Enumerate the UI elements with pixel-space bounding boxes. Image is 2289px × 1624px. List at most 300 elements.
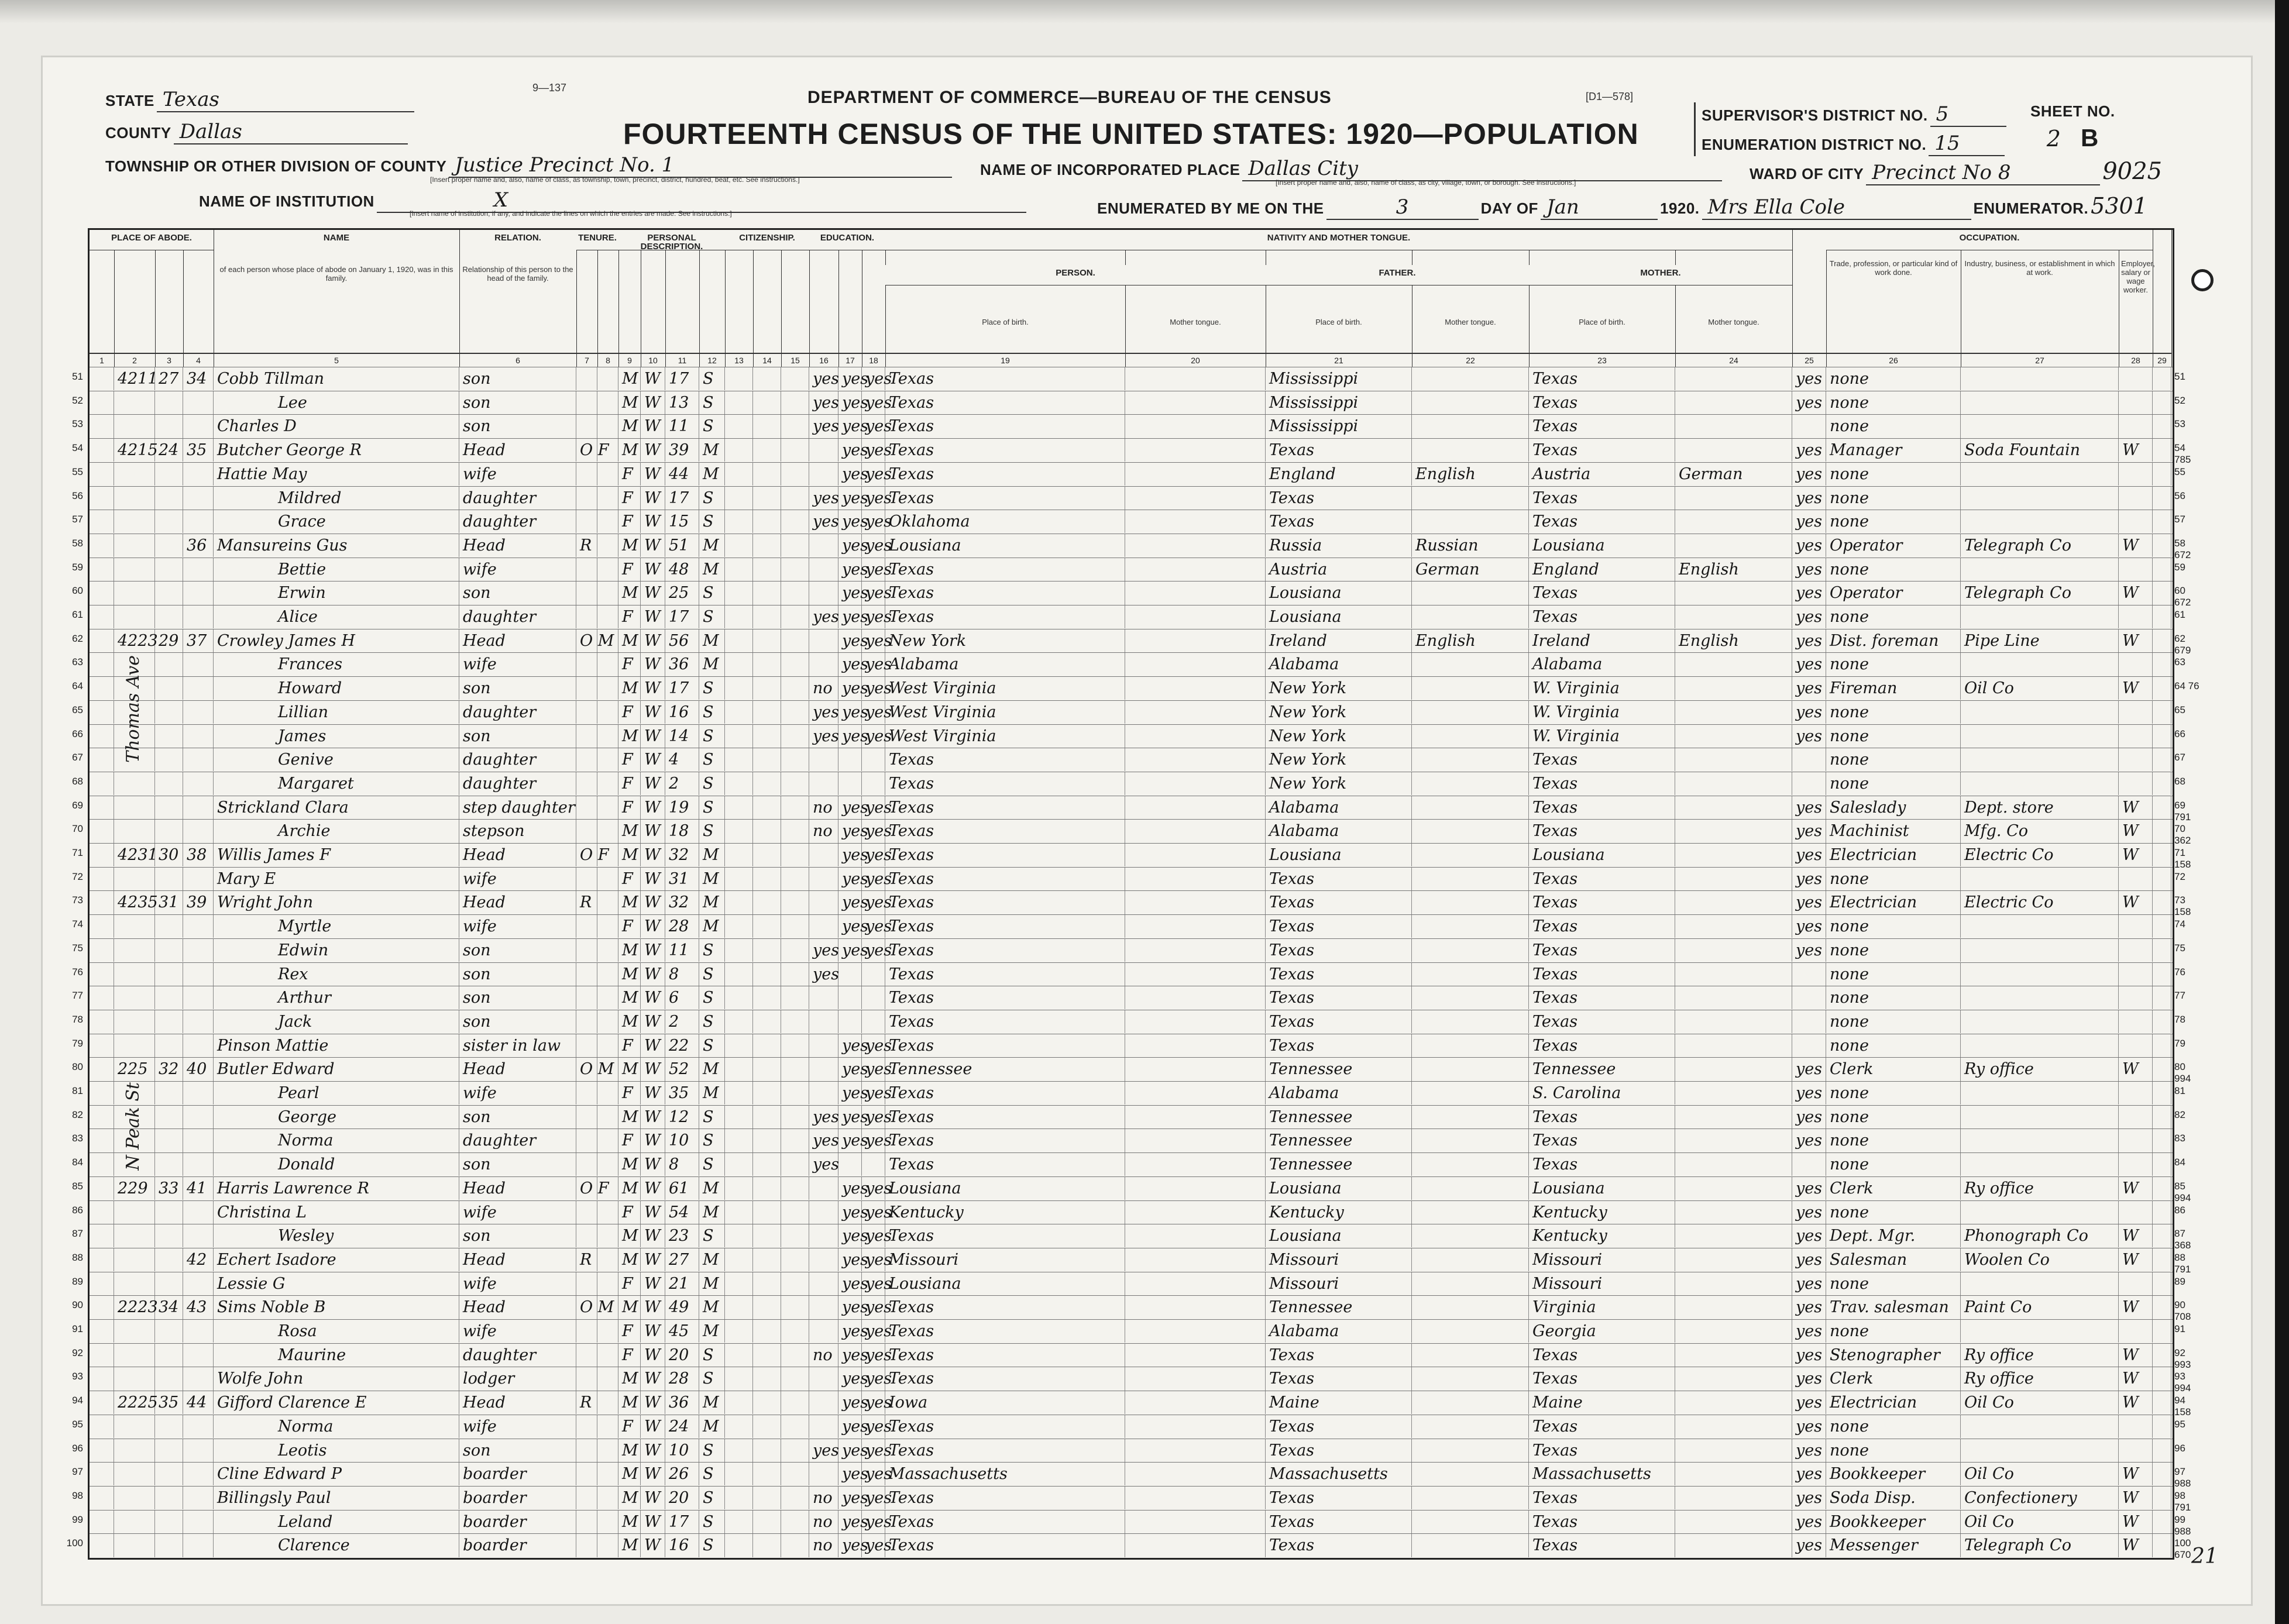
- cell-fm: 37: [183, 629, 214, 652]
- cell-dw: [155, 605, 183, 628]
- cell-emp: W: [2119, 534, 2153, 557]
- cell-rel: son: [459, 986, 576, 1009]
- cell-st: [90, 558, 114, 581]
- table-row: [90, 1128, 2173, 1152]
- cell-mort: [597, 963, 618, 986]
- cell-rel: son: [459, 1439, 576, 1462]
- cell-occ: Clerk: [1826, 1177, 1961, 1200]
- cell-bp: Texas: [885, 415, 1125, 438]
- cell-c13: [725, 1082, 753, 1105]
- cell-emp: [2119, 1153, 2153, 1176]
- cell-rd: yes: [838, 1391, 862, 1414]
- cell-dw: [155, 986, 183, 1009]
- cell-c29: [2153, 1415, 2171, 1438]
- cell-emp: W: [2119, 439, 2153, 462]
- cell-st: [90, 868, 114, 890]
- cell-dw: [155, 1248, 183, 1271]
- cell-sex: M: [618, 1248, 641, 1271]
- cell-c15: [781, 1415, 809, 1438]
- cell-wr: yes: [862, 796, 885, 819]
- cell-wr: [862, 1010, 885, 1033]
- cell-wr: yes: [862, 1248, 885, 1271]
- enumerator-code: 5301: [2091, 193, 2147, 219]
- cell-c15: [781, 1058, 809, 1081]
- cell-c14: [753, 534, 781, 557]
- cell-pmt: [1125, 844, 1266, 866]
- cell-age: 28: [665, 915, 699, 938]
- line-number-right: 62 679: [2174, 632, 2191, 656]
- cell-hs: [114, 1201, 155, 1224]
- cell-hs: [114, 1534, 155, 1557]
- line-number-right: 71 158: [2174, 847, 2191, 870]
- cell-race: W: [641, 1296, 665, 1319]
- cell-pmt: [1125, 820, 1266, 842]
- cell-fmt: [1412, 820, 1529, 842]
- column-description: Trade, profession, or particular kind of work done.: [1829, 259, 1958, 277]
- cell-fm: [183, 1415, 214, 1438]
- enumeration-label: ENUMERATION DISTRICT NO.: [1702, 136, 1927, 153]
- table-row: [90, 1415, 2173, 1438]
- cell-fmt: [1412, 1534, 1529, 1557]
- line-number-right: 56: [2174, 490, 2185, 501]
- line-number-right: 80 994: [2174, 1061, 2191, 1085]
- cell-rel: son: [459, 415, 576, 438]
- cell-fmt: [1412, 939, 1529, 962]
- cell-c14: [753, 1320, 781, 1343]
- cell-sex: M: [618, 534, 641, 557]
- cell-age: 11: [665, 415, 699, 438]
- cell-emp: W: [2119, 582, 2153, 604]
- cell-mort: [597, 748, 618, 771]
- cell-race: W: [641, 1534, 665, 1557]
- cell-mmt: [1675, 1010, 1792, 1033]
- cell-mbp: England: [1529, 558, 1675, 581]
- cell-bp: West Virginia: [885, 701, 1125, 724]
- cell-c14: [753, 748, 781, 771]
- cell-bp: Texas: [885, 605, 1125, 628]
- cell-c13: [725, 1439, 753, 1462]
- cell-rel: Head: [459, 439, 576, 462]
- column-number: 25: [1792, 353, 1827, 367]
- cell-ind: [1961, 1153, 2119, 1176]
- cell-name: Wolfe John: [214, 1367, 459, 1390]
- cell-occ: Soda Disp.: [1826, 1487, 1961, 1509]
- cell-c14: [753, 772, 781, 795]
- line-number: 66: [72, 728, 83, 739]
- cell-own: [576, 1463, 597, 1485]
- cell-c14: [753, 844, 781, 866]
- cell-age: 35: [665, 1082, 699, 1105]
- cell-rd: [838, 772, 862, 795]
- cell-occ: none: [1826, 1034, 1961, 1057]
- cell-fmt: [1412, 1224, 1529, 1247]
- cell-c15: [781, 772, 809, 795]
- cell-rel: Head: [459, 1248, 576, 1271]
- cell-c15: [781, 1320, 809, 1343]
- cell-st: [90, 725, 114, 748]
- cell-dw: [155, 963, 183, 986]
- cell-eng: yes: [1792, 510, 1826, 533]
- cell-name: Lillian: [214, 701, 459, 724]
- cell-race: W: [641, 1439, 665, 1462]
- cell-mmt: [1675, 1224, 1792, 1247]
- cell-c29: [2153, 1391, 2171, 1414]
- cell-ind: Phonograph Co: [1961, 1224, 2119, 1247]
- cell-dw: [155, 558, 183, 581]
- cell-dw: [155, 1439, 183, 1462]
- cell-rel: daughter: [459, 1344, 576, 1367]
- cell-fbp: Texas: [1266, 1511, 1412, 1533]
- cell-eng: yes: [1792, 1177, 1826, 1200]
- line-number-right: 66: [2174, 728, 2185, 739]
- cell-st: [90, 1511, 114, 1533]
- cell-c13: [725, 1463, 753, 1485]
- cell-name: Erwin: [214, 582, 459, 604]
- cell-race: W: [641, 605, 665, 628]
- cell-fmt: [1412, 415, 1529, 438]
- cell-own: [576, 1201, 597, 1224]
- cell-pmt: [1125, 1391, 1266, 1414]
- cell-c15: [781, 605, 809, 628]
- cell-eng: yes: [1792, 1439, 1826, 1462]
- institution-value: X: [377, 188, 1026, 213]
- cell-sch: [809, 1272, 838, 1295]
- table-row: [90, 1224, 2173, 1247]
- cell-rel: wife: [459, 915, 576, 938]
- cell-bp: Texas: [885, 1487, 1125, 1509]
- cell-name: Edwin: [214, 939, 459, 962]
- line-number-right: 58 672: [2174, 537, 2191, 560]
- cell-wr: yes: [862, 510, 885, 533]
- cell-mmt: [1675, 915, 1792, 938]
- cell-emp: [2119, 748, 2153, 771]
- cell-emp: W: [2119, 1511, 2153, 1533]
- cell-age: 16: [665, 1534, 699, 1557]
- table-row: [90, 914, 2173, 938]
- cell-emp: [2119, 653, 2153, 676]
- cell-c13: [725, 534, 753, 557]
- cell-sex: M: [618, 1463, 641, 1485]
- cell-sex: M: [618, 1367, 641, 1390]
- cell-c15: [781, 1010, 809, 1033]
- cell-rd: yes: [838, 1272, 862, 1295]
- cell-c15: [781, 748, 809, 771]
- cell-c14: [753, 939, 781, 962]
- cell-dw: 33: [155, 1177, 183, 1200]
- column-number: 13: [725, 353, 754, 367]
- cell-sch: yes: [809, 1129, 838, 1152]
- cell-dw: 35: [155, 1391, 183, 1414]
- cell-eng: yes: [1792, 1106, 1826, 1128]
- cell-mar: S: [699, 701, 725, 724]
- cell-c14: [753, 796, 781, 819]
- cell-mmt: [1675, 534, 1792, 557]
- table-row: [90, 367, 2173, 390]
- cell-pmt: [1125, 463, 1266, 486]
- cell-ind: Telegraph Co: [1961, 534, 2119, 557]
- cell-st: [90, 1082, 114, 1105]
- cell-fbp: Alabama: [1266, 653, 1412, 676]
- line-number-right: 92 993: [2174, 1347, 2191, 1370]
- cell-fm: [183, 1224, 214, 1247]
- cell-fbp: Texas: [1266, 1010, 1412, 1033]
- cell-c15: [781, 1224, 809, 1247]
- cell-emp: W: [2119, 1296, 2153, 1319]
- cell-ind: [1961, 868, 2119, 890]
- cell-name: Clarence: [214, 1534, 459, 1557]
- line-number: 77: [72, 990, 83, 1002]
- column-description: Mother tongue.: [1708, 318, 1759, 326]
- cell-c15: [781, 963, 809, 986]
- cell-dw: 34: [155, 1296, 183, 1319]
- cell-fbp: Texas: [1266, 1415, 1412, 1438]
- cell-sch: yes: [809, 391, 838, 414]
- cell-occ: none: [1826, 748, 1961, 771]
- cell-rd: yes: [838, 1439, 862, 1462]
- cell-rd: yes: [838, 534, 862, 557]
- cell-mmt: [1675, 367, 1792, 390]
- cell-ind: [1961, 510, 2119, 533]
- cell-c15: [781, 439, 809, 462]
- cell-c15: [781, 1177, 809, 1200]
- cell-name: Lessie G: [214, 1272, 459, 1295]
- cell-pmt: [1125, 558, 1266, 581]
- cell-bp: Texas: [885, 1082, 1125, 1105]
- cell-age: 44: [665, 463, 699, 486]
- cell-bp: Missouri: [885, 1248, 1125, 1271]
- cell-mort: [597, 1320, 618, 1343]
- cell-st: [90, 1296, 114, 1319]
- cell-rd: yes: [838, 939, 862, 962]
- cell-pmt: [1125, 1487, 1266, 1509]
- cell-bp: Kentucky: [885, 1201, 1125, 1224]
- cell-c14: [753, 1201, 781, 1224]
- cell-bp: Texas: [885, 1320, 1125, 1343]
- cell-ind: Oil Co: [1961, 1391, 2119, 1414]
- cell-race: W: [641, 558, 665, 581]
- cell-c29: [2153, 677, 2171, 700]
- column-number: 29: [2153, 353, 2172, 367]
- cell-c14: [753, 1106, 781, 1128]
- cell-sch: [809, 1248, 838, 1271]
- cell-mbp: Texas: [1529, 1153, 1675, 1176]
- line-number: 83: [72, 1133, 83, 1144]
- cell-fm: [183, 772, 214, 795]
- cell-sex: F: [618, 510, 641, 533]
- cell-fbp: Texas: [1266, 986, 1412, 1009]
- cell-wr: yes: [862, 1296, 885, 1319]
- cell-fm: [183, 558, 214, 581]
- cell-c13: [725, 629, 753, 652]
- cell-own: [576, 1534, 597, 1557]
- cell-dw: [155, 1344, 183, 1367]
- cell-mbp: Ireland: [1529, 629, 1675, 652]
- cell-bp: Texas: [885, 1415, 1125, 1438]
- cell-bp: Texas: [885, 796, 1125, 819]
- cell-fm: 38: [183, 844, 214, 866]
- cell-sex: F: [618, 1201, 641, 1224]
- cell-occ: none: [1826, 1320, 1961, 1343]
- cell-st: [90, 534, 114, 557]
- cell-emp: W: [2119, 1224, 2153, 1247]
- cell-race: W: [641, 677, 665, 700]
- column-number: 27: [1961, 353, 2119, 367]
- township-note: [Insert proper name and, also, name of class, as township, town, precinct, district, hundred, beat, etc. See instructions.]: [430, 176, 800, 184]
- cell-sch: yes: [809, 701, 838, 724]
- cell-own: [576, 391, 597, 414]
- cell-race: W: [641, 1248, 665, 1271]
- cell-c15: [781, 1391, 809, 1414]
- cell-name: Gifford Clarence E: [214, 1391, 459, 1414]
- cell-dw: 32: [155, 1058, 183, 1081]
- cell-fbp: Lousiana: [1266, 582, 1412, 604]
- cell-sex: M: [618, 963, 641, 986]
- cell-mbp: Virginia: [1529, 1296, 1675, 1319]
- cell-rel: wife: [459, 1082, 576, 1105]
- cell-mmt: [1675, 844, 1792, 866]
- cell-mmt: [1675, 701, 1792, 724]
- cell-rel: boarder: [459, 1463, 576, 1485]
- cell-pmt: [1125, 1153, 1266, 1176]
- cell-c15: [781, 367, 809, 390]
- cell-own: [576, 1415, 597, 1438]
- cell-mar: S: [699, 1463, 725, 1485]
- cell-emp: W: [2119, 1177, 2153, 1200]
- cell-wr: yes: [862, 653, 885, 676]
- cell-occ: Saleslady: [1826, 796, 1961, 819]
- cell-c15: [781, 1272, 809, 1295]
- cell-c14: [753, 1487, 781, 1509]
- cell-c29: [2153, 1439, 2171, 1462]
- cell-c14: [753, 820, 781, 842]
- line-number-right: 82: [2174, 1109, 2185, 1120]
- group-header: CITIZENSHIP.: [725, 230, 810, 250]
- cell-rd: [838, 986, 862, 1009]
- line-number: 97: [72, 1466, 83, 1478]
- cell-age: 25: [665, 582, 699, 604]
- cell-age: 56: [665, 629, 699, 652]
- enumerator-label: ENUMERATOR.: [1973, 199, 2089, 217]
- cell-c14: [753, 963, 781, 986]
- cell-emp: W: [2119, 1367, 2153, 1390]
- cell-sch: yes: [809, 939, 838, 962]
- cell-emp: [2119, 1439, 2153, 1462]
- cell-mar: S: [699, 1534, 725, 1557]
- cell-st: [90, 653, 114, 676]
- cell-st: [90, 463, 114, 486]
- cell-hs: [114, 415, 155, 438]
- cell-age: 17: [665, 605, 699, 628]
- cell-mbp: Georgia: [1529, 1320, 1675, 1343]
- township-value: Justice Precinct No. 1: [449, 153, 952, 178]
- cell-sch: [809, 629, 838, 652]
- cell-c15: [781, 1248, 809, 1271]
- column-number: 19: [885, 353, 1126, 367]
- ward-label: WARD OF CITY: [1750, 165, 1864, 183]
- cell-sch: [809, 534, 838, 557]
- cell-ind: [1961, 1106, 2119, 1128]
- cell-fbp: Alabama: [1266, 820, 1412, 842]
- cell-fbp: Alabama: [1266, 1082, 1412, 1105]
- cell-st: [90, 1534, 114, 1557]
- cell-fbp: New York: [1266, 725, 1412, 748]
- cell-fmt: [1412, 605, 1529, 628]
- cell-dw: 24: [155, 439, 183, 462]
- cell-rd: yes: [838, 1129, 862, 1152]
- cell-name: Pinson Mattie: [214, 1034, 459, 1057]
- cell-age: 20: [665, 1487, 699, 1509]
- cell-age: 36: [665, 1391, 699, 1414]
- enumeration-date-field: [1097, 193, 2147, 220]
- cell-age: 10: [665, 1129, 699, 1152]
- line-number: 80: [72, 1061, 83, 1073]
- cell-fbp: Texas: [1266, 891, 1412, 914]
- cell-fmt: English: [1412, 629, 1529, 652]
- cell-own: [576, 1344, 597, 1367]
- cell-fm: [183, 725, 214, 748]
- cell-occ: none: [1826, 367, 1961, 390]
- cell-fm: [183, 605, 214, 628]
- cell-sch: no: [809, 1344, 838, 1367]
- cell-dw: [155, 1487, 183, 1509]
- cell-bp: Texas: [885, 748, 1125, 771]
- cell-bp: Texas: [885, 582, 1125, 604]
- cell-mort: [597, 1129, 618, 1152]
- cell-c14: [753, 1296, 781, 1319]
- cell-own: [576, 558, 597, 581]
- cell-c29: [2153, 463, 2171, 486]
- cell-c13: [725, 1034, 753, 1057]
- table-row: [90, 772, 2173, 795]
- cell-race: W: [641, 1415, 665, 1438]
- cell-mort: [597, 1201, 618, 1224]
- cell-fmt: [1412, 510, 1529, 533]
- cell-mbp: Kentucky: [1529, 1224, 1675, 1247]
- table-row: [90, 510, 2173, 533]
- cell-sex: M: [618, 415, 641, 438]
- cell-eng: [1792, 1010, 1826, 1033]
- cell-st: [90, 1439, 114, 1462]
- cell-rel: lodger: [459, 1367, 576, 1390]
- cell-c13: [725, 772, 753, 795]
- cell-eng: yes: [1792, 915, 1826, 938]
- cell-pmt: [1125, 1010, 1266, 1033]
- cell-sex: F: [618, 1034, 641, 1057]
- cell-fbp: Texas: [1266, 1439, 1412, 1462]
- cell-age: 15: [665, 510, 699, 533]
- line-number: 71: [72, 847, 83, 858]
- cell-mar: M: [699, 1320, 725, 1343]
- cell-c14: [753, 891, 781, 914]
- cell-mbp: Austria: [1529, 463, 1675, 486]
- cell-rel: wife: [459, 558, 576, 581]
- cell-fmt: [1412, 1058, 1529, 1081]
- cell-wr: yes: [862, 820, 885, 842]
- cell-c14: [753, 1224, 781, 1247]
- line-number: 90: [72, 1299, 83, 1311]
- cell-ind: [1961, 605, 2119, 628]
- cell-sex: M: [618, 1224, 641, 1247]
- line-number: 92: [72, 1347, 83, 1358]
- cell-pmt: [1125, 1248, 1266, 1271]
- cell-eng: yes: [1792, 1129, 1826, 1152]
- cell-st: [90, 844, 114, 866]
- cell-fmt: [1412, 677, 1529, 700]
- cell-hs: [114, 820, 155, 842]
- cell-st: [90, 1201, 114, 1224]
- cell-mar: S: [699, 772, 725, 795]
- cell-ind: [1961, 1439, 2119, 1462]
